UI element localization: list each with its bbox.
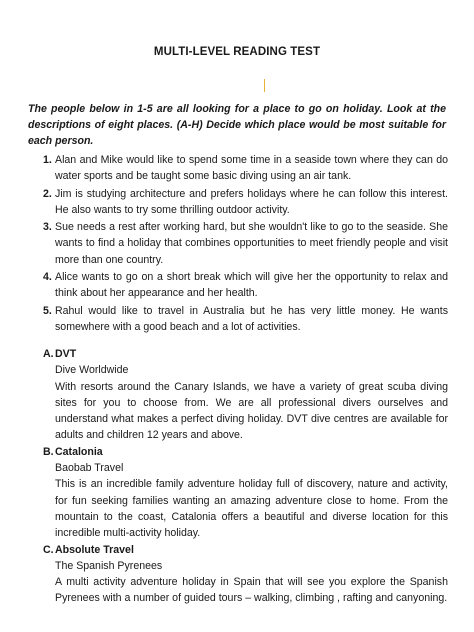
place-description: With resorts around the Canary Islands, we have a variety of great scuba diving sites for you to choose from. We are all professional divers ourselves and understand what makes a perfect diving holiday. DVT dive centres are available for adults and children 12 years and above. <box>55 380 448 442</box>
person-number: 4. <box>43 271 52 284</box>
place-item-a <box>28 346 448 444</box>
person-number: 2. <box>43 187 52 200</box>
place-name: DVT <box>55 348 77 360</box>
person-item-4 <box>28 269 448 302</box>
document-title: MULTI-LEVEL READING TEST <box>153 46 321 58</box>
place-letter: B. <box>43 445 54 458</box>
place-description: This is an incredible family adventure holiday full of discovery, nature and activity, for fun seeking families wanting an amazing adventure close to home. From the mountain to the coast, Catalonia offers a beautiful and diverse location for this incredible multi-activity holiday. <box>55 478 448 540</box>
person-text: Jim is studying architecture and prefers holidays where he can follow this interest. He also wants to try some thrilling outdoor activity. <box>55 187 448 216</box>
person-text: Rahul would like to travel in Australia but he has very little money. He wants somewhere with a good beach and a lot of activities. <box>55 304 448 333</box>
instructions: The people below in 1-5 are all looking for a place to go on holiday. Look at the descriptions of eight places. (A-H) Decide which place would be most suitable for each person. <box>28 103 446 147</box>
person-item-3 <box>28 219 448 268</box>
place-subtitle: The Spanish Pyrenees <box>55 559 163 572</box>
person-text: Sue needs a rest after working hard, but she wouldn't like to go to the seaside. She wants to find a holiday that combines opportunities to meet friendly people and visit more than one country. <box>55 221 448 266</box>
text-cursor <box>264 79 265 92</box>
person-number: 5. <box>43 304 52 317</box>
place-subtitle: Baobab Travel <box>55 462 124 475</box>
person-item-1 <box>28 152 448 185</box>
places-list <box>28 346 448 607</box>
place-subtitle: Dive Worldwide <box>55 364 129 377</box>
person-number: 1. <box>43 154 52 166</box>
place-name: Absolute Travel <box>55 543 134 556</box>
place-item-b <box>28 444 448 542</box>
place-name: Catalonia <box>55 445 103 458</box>
person-text: Alice wants to go on a short break which will give her the opportunity to relax and think about her appearance and her health. <box>55 271 448 300</box>
place-letter: C. <box>43 543 54 556</box>
place-item-c <box>28 542 448 607</box>
place-letter: A. <box>43 348 54 360</box>
place-description: A multi activity adventure holiday in Spain that will see you explore the Spanish Pyrenees with a number of guided tours – walking, climbing , rafting and canyoning. <box>55 576 448 605</box>
person-text: Alan and Mike would like to spend some time in a seaside town where they can do water sports and be taught some basic diving using an air tank. <box>55 154 448 183</box>
people-list <box>28 152 448 336</box>
person-item-2 <box>28 186 448 219</box>
person-number: 3. <box>43 221 52 234</box>
person-item-5 <box>28 303 448 336</box>
